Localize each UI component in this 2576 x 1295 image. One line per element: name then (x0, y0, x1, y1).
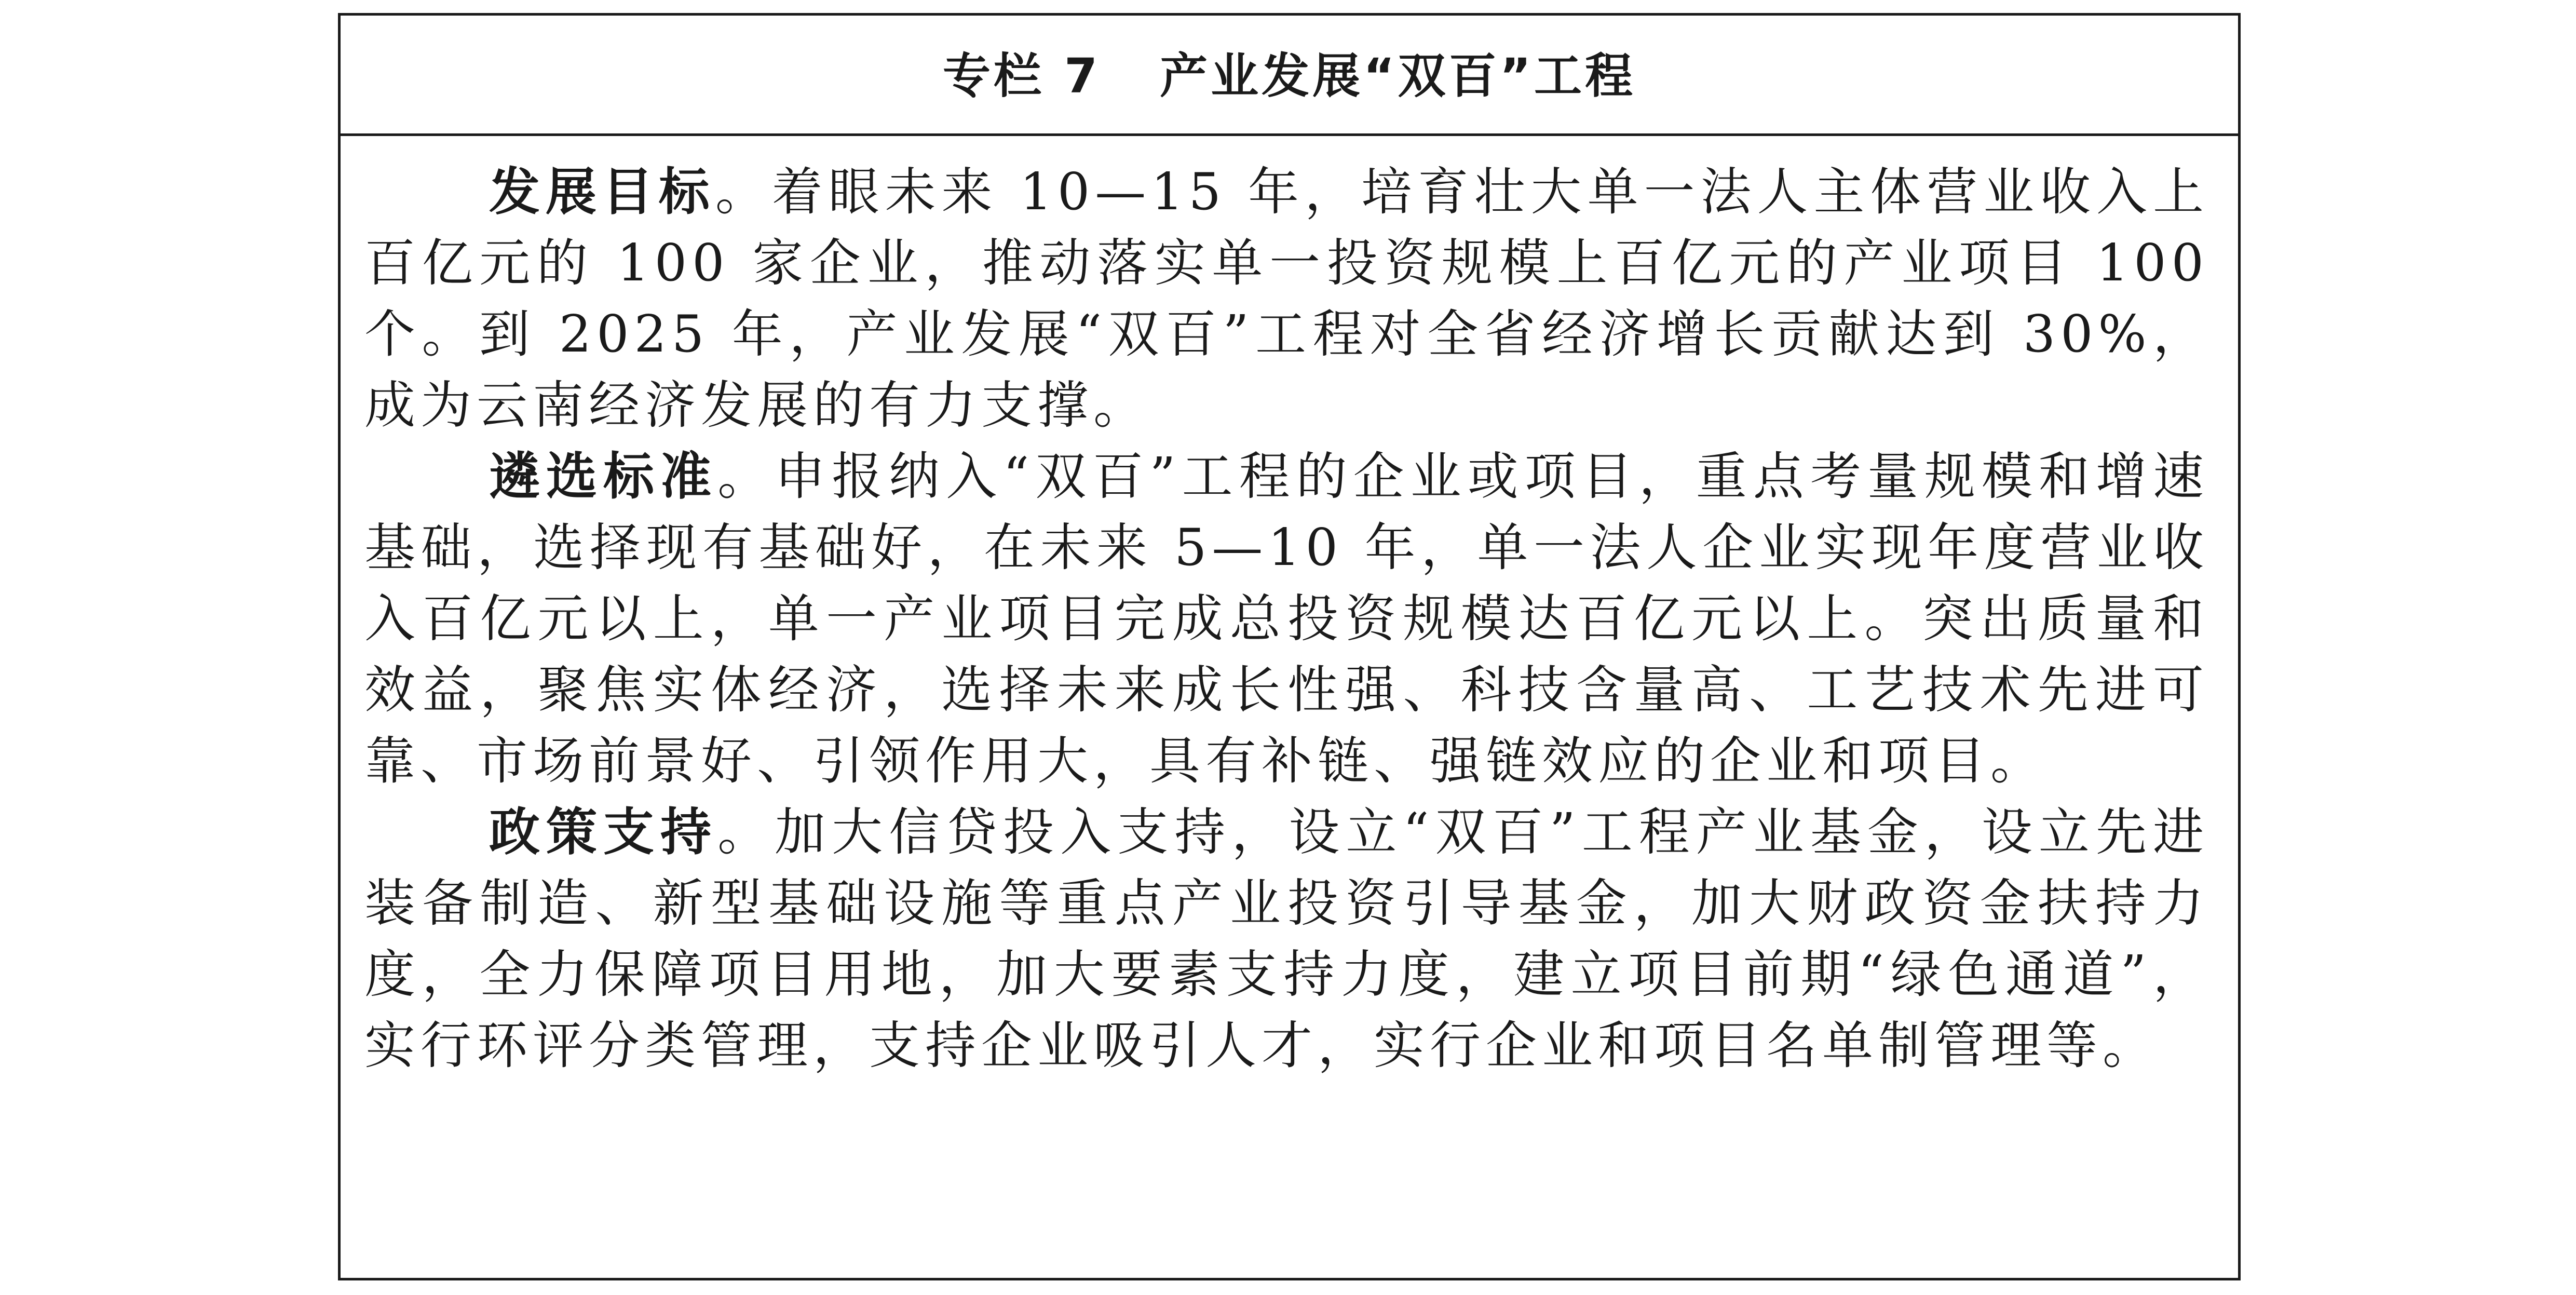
column-body (341, 136, 2238, 1082)
paragraph-text: 。着眼未来 10—15 年，培育壮大单一法人主体营业收入上百亿元的 100 家企业，推动落实单一投资规模上百亿元的产业项目 100 个。到 2025 年，产业发展“双百”工程对全省经济增长贡献达到 30%，成为云南经济发展的有力支撑。 (364, 163, 2209, 435)
paragraph-heading: 遴选标准 (489, 447, 718, 506)
paragraph-development-goals (364, 157, 2209, 441)
paragraph-heading: 发展目标 (489, 163, 715, 222)
paragraph-heading: 政策支持 (489, 803, 718, 862)
paragraph-text: 。申报纳入“双百”工程的企业或项目，重点考量规模和增速基础，选择现有基础好，在未来 5—10 年，单一法人企业实现年度营业收入百亿元以上，单一产业项目完成总投资规模达百亿元以上。突出质量和效益，聚焦实体经济，选择未来成长性强、科技含量高、工艺技术先进可靠、市场前景好、引领作用大，具有补链、强链效应的企业和项目。 (364, 447, 2209, 791)
paragraph-selection-criteria (364, 441, 2209, 797)
column-header (341, 16, 2238, 136)
paragraph-policy-support (364, 797, 2209, 1082)
column-box (338, 13, 2241, 1280)
column-title: 专栏 7 产业发展“双百”工程 (942, 48, 1636, 104)
paragraph-text: 。加大信贷投入支持，设立“双百”工程产业基金，设立先进装备制造、新型基础设施等重点产业投资引导基金，加大财政资金扶持力度，全力保障项目用地，加大要素支持力度，建立项目前期“绿色通道”，实行环评分类管理，支持企业吸引人才，实行企业和项目名单制管理等。 (364, 803, 2209, 1075)
